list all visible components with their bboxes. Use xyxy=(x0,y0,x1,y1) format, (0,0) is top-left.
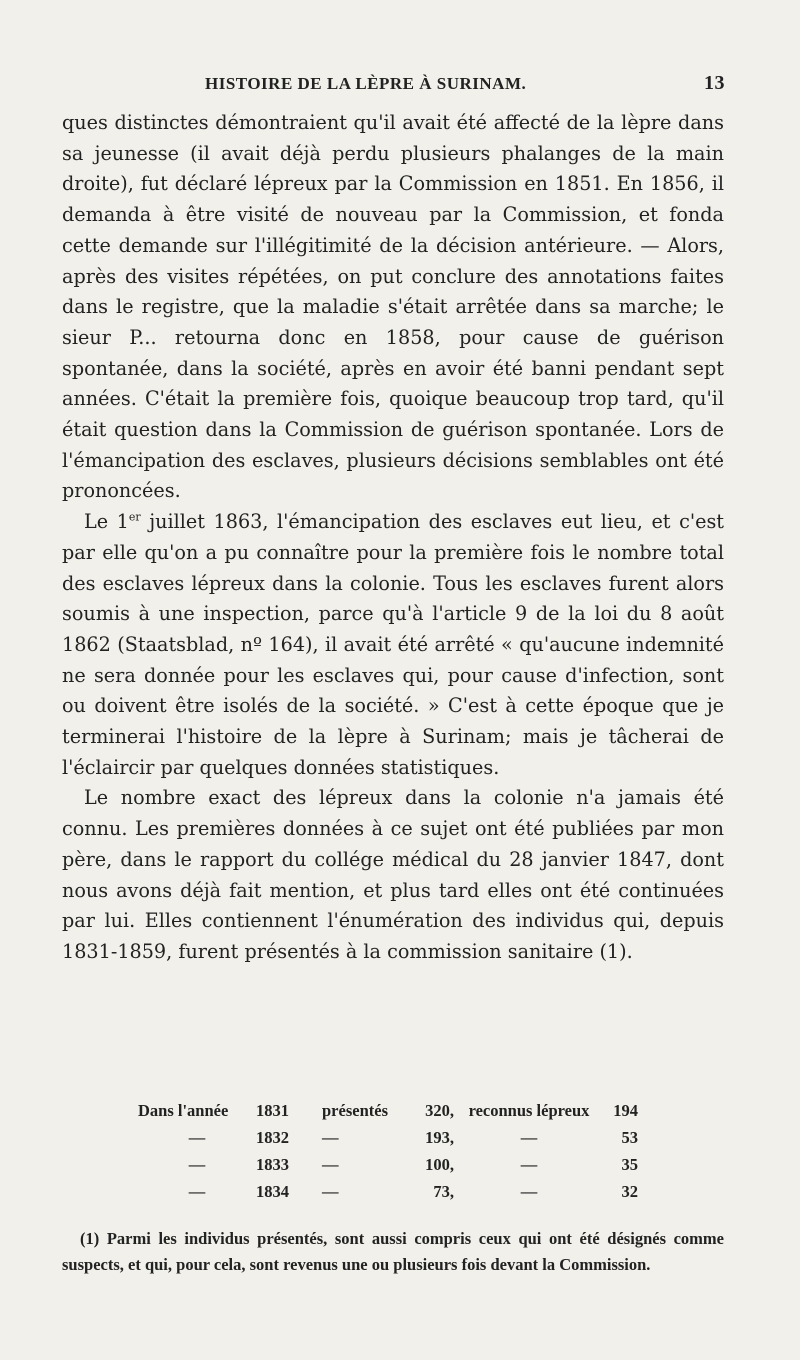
body-text xyxy=(62,108,724,968)
row-recognized-count: 35 xyxy=(621,1154,638,1174)
row-recognized-count: 32 xyxy=(621,1181,638,1201)
row-label: — xyxy=(188,1181,206,1201)
table-row xyxy=(138,1151,638,1178)
row-presented-label: — xyxy=(322,1127,339,1147)
paragraph-2 xyxy=(62,507,724,783)
row-year: 1834 xyxy=(256,1181,289,1201)
row-recognized-label: reconnus lépreux xyxy=(468,1100,590,1120)
paragraph-1: ques distinctes démontraient qu'il avait été affecté de la lèpre dans sa jeunesse (il avait déjà perdu plusieurs phalanges de la main droite), fut déclaré lépreux par la Commission en 1851. En 1856, il demanda à être visité de nouveau par la Commission, et fonda cette demande sur l'illégitimité de la décision antérieure. — Alors, après des visites répétées, on put conclure des annotations faites dans le registre, que la maladie s'était arrêtée dans sa marche; le sieur P... retourna donc en 1858, pour cause de guérison spontanée, dans la société, après en avoir été banni pendant sept années. C'était la première fois, quoique beaucoup trop tard, qu'il était question dans la Commission de guérison spontanée. Lors de l'émancipation des esclaves, plusieurs décisions semblables ont été prononcées. xyxy=(62,111,724,503)
row-recognized-label: — xyxy=(520,1181,538,1201)
row-presented-count: 193, xyxy=(425,1127,454,1147)
page-number: 13 xyxy=(704,72,725,94)
row-year: 1831 xyxy=(256,1100,289,1120)
footnote: (1) Parmi les individus présentés, sont aussi compris ceux qui ont été désignés comme suspects, et qui, pour cela, sont revenus une ou plusieurs fois devant la Commission. xyxy=(62,1229,724,1274)
row-recognized-label: — xyxy=(520,1127,538,1147)
row-recognized-count: 194 xyxy=(613,1100,638,1120)
row-label: — xyxy=(188,1154,206,1174)
row-presented-count: 320, xyxy=(425,1100,454,1120)
table-row xyxy=(138,1097,638,1124)
row-year: 1832 xyxy=(256,1127,289,1147)
row-presented-label: présentés xyxy=(322,1100,388,1120)
row-presented-count: 73, xyxy=(433,1181,454,1201)
paragraph-2-rest: juillet 1863, l'émancipation des esclaves eut lieu, et c'est par elle qu'on a pu connaître pour la première fois le nombre total des esclaves lépreux dans la colonie. Tous les esclaves furent alors soumis à une inspection, parce qu'à l'article 9 de la loi du 8 août 1862 (Staatsblad, nº 164), il avait été arrêté « qu'aucune indemnité ne sera donnée pour les esclaves qui, pour cause d'infection, sont ou doivent être isolés de la société. » C'est à cette époque que je terminerai l'histoire de la lèpre à Surinam; mais je tâcherai de l'éclaircir par quelques données statistiques. xyxy=(62,510,724,779)
row-recognized-label: — xyxy=(520,1154,538,1174)
table-row xyxy=(138,1124,638,1151)
ordinal-superscript: er xyxy=(128,510,141,524)
row-presented-count: 100, xyxy=(425,1154,454,1174)
row-presented-label: — xyxy=(322,1181,339,1201)
row-presented-label: — xyxy=(322,1154,339,1174)
table-row xyxy=(138,1178,638,1205)
row-recognized-count: 53 xyxy=(621,1127,638,1147)
paragraph-3: Le nombre exact des lépreux dans la colonie n'a jamais été connu. Les premières données à ce sujet ont été publiées par mon père, dans le rapport du collége médical du 28 janvier 1847, dont nous avons déjà fait mention, et plus tard elles ont été continuées par lui. Elles contiennent l'énumération des individus qui, depuis 1831-1859, furent présentés à la commission sanitaire (1). xyxy=(62,786,724,963)
paragraph-2-start: Le 1 xyxy=(84,510,129,534)
statistics-table xyxy=(138,1097,638,1205)
row-label: — xyxy=(188,1127,206,1147)
row-label: Dans l'année xyxy=(138,1100,229,1120)
running-title: HISTOIRE DE LA LÈPRE À SURINAM. xyxy=(205,74,527,93)
row-year: 1833 xyxy=(256,1154,289,1174)
